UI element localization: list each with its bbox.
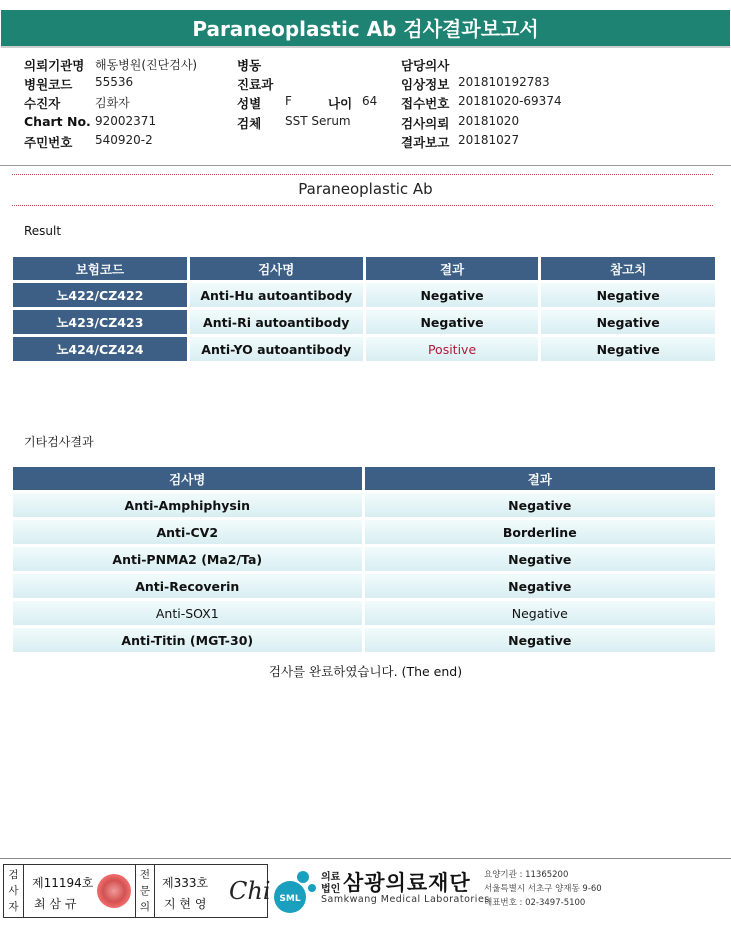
footer xyxy=(0,858,731,927)
request-value: 20181020 xyxy=(458,114,520,128)
test-result: Negative xyxy=(365,547,715,571)
result-table xyxy=(10,254,718,364)
examiner-license: 제11194호 xyxy=(32,876,94,890)
request-label: 검사의뢰 xyxy=(401,116,450,131)
recipient-value: 김화자 xyxy=(95,96,130,110)
org-english-name: Samkwang Medical Laboratories xyxy=(321,894,490,905)
section-title: Paraneoplastic Ab xyxy=(298,180,433,198)
signature: Chi xyxy=(229,877,271,905)
specialist-vertical-label xyxy=(135,865,155,917)
test-result: Negative xyxy=(365,574,715,598)
other-header-row xyxy=(13,467,715,490)
header-reference: 참고치 xyxy=(541,257,715,280)
table-row xyxy=(13,337,715,361)
test-result-positive: Positive xyxy=(366,337,539,361)
doctor-label: 담당의사 xyxy=(401,58,450,73)
end-notice: 검사를 완료하였습니다. (The end) xyxy=(268,664,463,679)
sml-logo-icon xyxy=(270,866,318,916)
test-result: Negative xyxy=(366,310,539,334)
specimen-value: SST Serum xyxy=(285,114,351,128)
info-divider xyxy=(0,165,731,166)
table-row xyxy=(13,628,715,652)
specimen-label: 검체 xyxy=(237,116,262,131)
org-phone: 대표번호 : 02-3497-5100 xyxy=(484,898,586,908)
test-result: Negative xyxy=(365,493,715,517)
test-result: Negative xyxy=(365,601,715,625)
patient-info xyxy=(0,54,731,166)
insurance-code: 노424/CZ424 xyxy=(13,337,187,361)
insurance-code: 노422/CZ422 xyxy=(13,283,187,307)
specialist-license: 제333호 xyxy=(162,876,209,890)
org-street: 서울특별시 서초구 양재동 9-60 xyxy=(484,884,602,894)
receipt-value: 20181020-69374 xyxy=(458,94,562,108)
section-top-rule xyxy=(12,174,713,175)
table-row xyxy=(13,310,715,334)
hospital-code-label: 병원코드 xyxy=(24,77,73,92)
table-row xyxy=(13,574,715,598)
hospital-code-value: 55536 xyxy=(95,75,134,89)
age-label: 나이 xyxy=(328,96,353,111)
seal-stamp-icon xyxy=(97,874,131,908)
chart-value: 92002371 xyxy=(95,114,157,128)
header-test-name: 검사명 xyxy=(190,257,363,280)
table-row xyxy=(13,547,715,571)
signature-box xyxy=(3,864,271,918)
header-result: 결과 xyxy=(365,467,715,490)
table-row xyxy=(13,601,715,625)
recipient-label: 수진자 xyxy=(24,96,61,111)
test-name: Anti-PNMA2 (Ma2/Ta) xyxy=(13,547,362,571)
test-name: Anti-Hu autoantibody xyxy=(190,283,363,307)
resident-value: 540920-2 xyxy=(95,133,153,147)
clinical-label: 임상정보 xyxy=(401,77,450,92)
other-results-label: 기타검사결과 xyxy=(24,435,94,449)
header-result: 결과 xyxy=(366,257,539,280)
clinical-value: 201810192783 xyxy=(458,75,550,89)
institution-value: 해동병원(진단검사) xyxy=(95,58,198,72)
reference-value: Negative xyxy=(541,337,715,361)
report-title: Paraneoplastic Ab 검사결과보고서 xyxy=(1,10,730,48)
reference-value: Negative xyxy=(541,283,715,307)
header-test-name: 검사명 xyxy=(13,467,362,490)
table-row xyxy=(13,283,715,307)
age-value: 64 xyxy=(362,94,378,108)
header-insurance-code: 보험코드 xyxy=(13,257,187,280)
examiner-name: 최 삼 규 xyxy=(34,897,77,911)
report-date-value: 20181027 xyxy=(458,133,520,147)
test-name: Anti-Amphiphysin xyxy=(13,493,362,517)
table-row xyxy=(13,520,715,544)
sex-label: 성별 xyxy=(237,96,262,111)
report-date-label: 결과보고 xyxy=(401,135,450,150)
org-code: 요양기관 : 11365200 xyxy=(484,870,569,880)
test-name: Anti-Recoverin xyxy=(13,574,362,598)
section-bottom-rule xyxy=(12,205,713,206)
logo-text: SML xyxy=(279,894,301,904)
specialist-name: 지 현 영 xyxy=(164,897,207,911)
ward-label: 병동 xyxy=(237,58,262,73)
test-name: Anti-CV2 xyxy=(13,520,362,544)
test-name: Anti-YO autoantibody xyxy=(190,337,363,361)
test-result: Negative xyxy=(365,628,715,652)
dept-label: 진료과 xyxy=(237,77,274,92)
test-name: Anti-Titin (MGT-30) xyxy=(13,628,362,652)
result-label: Result xyxy=(24,224,62,238)
org-name: 삼광의료재단 xyxy=(343,871,471,895)
chart-label: Chart No. xyxy=(24,114,91,129)
sex-value: F xyxy=(285,94,292,108)
insurance-code: 노423/CZ423 xyxy=(13,310,187,334)
test-result: Borderline xyxy=(365,520,715,544)
institution-label: 의뢰기관명 xyxy=(24,58,85,73)
reference-value: Negative xyxy=(541,310,715,334)
receipt-label: 접수번호 xyxy=(401,96,450,111)
examiner-vertical-text: 검사자 xyxy=(8,869,19,913)
test-name: Anti-SOX1 xyxy=(13,601,362,625)
table-row xyxy=(13,493,715,517)
resident-label: 주민번호 xyxy=(24,135,73,150)
result-header-row xyxy=(13,257,715,280)
test-result: Negative xyxy=(366,283,539,307)
org-address xyxy=(484,868,602,910)
org-type: 의료 법인 xyxy=(321,872,341,895)
examiner-vertical-label xyxy=(4,865,24,917)
specialist-vertical-text: 전문의 xyxy=(139,869,151,913)
other-results-table xyxy=(10,464,718,655)
test-name: Anti-Ri autoantibody xyxy=(190,310,363,334)
